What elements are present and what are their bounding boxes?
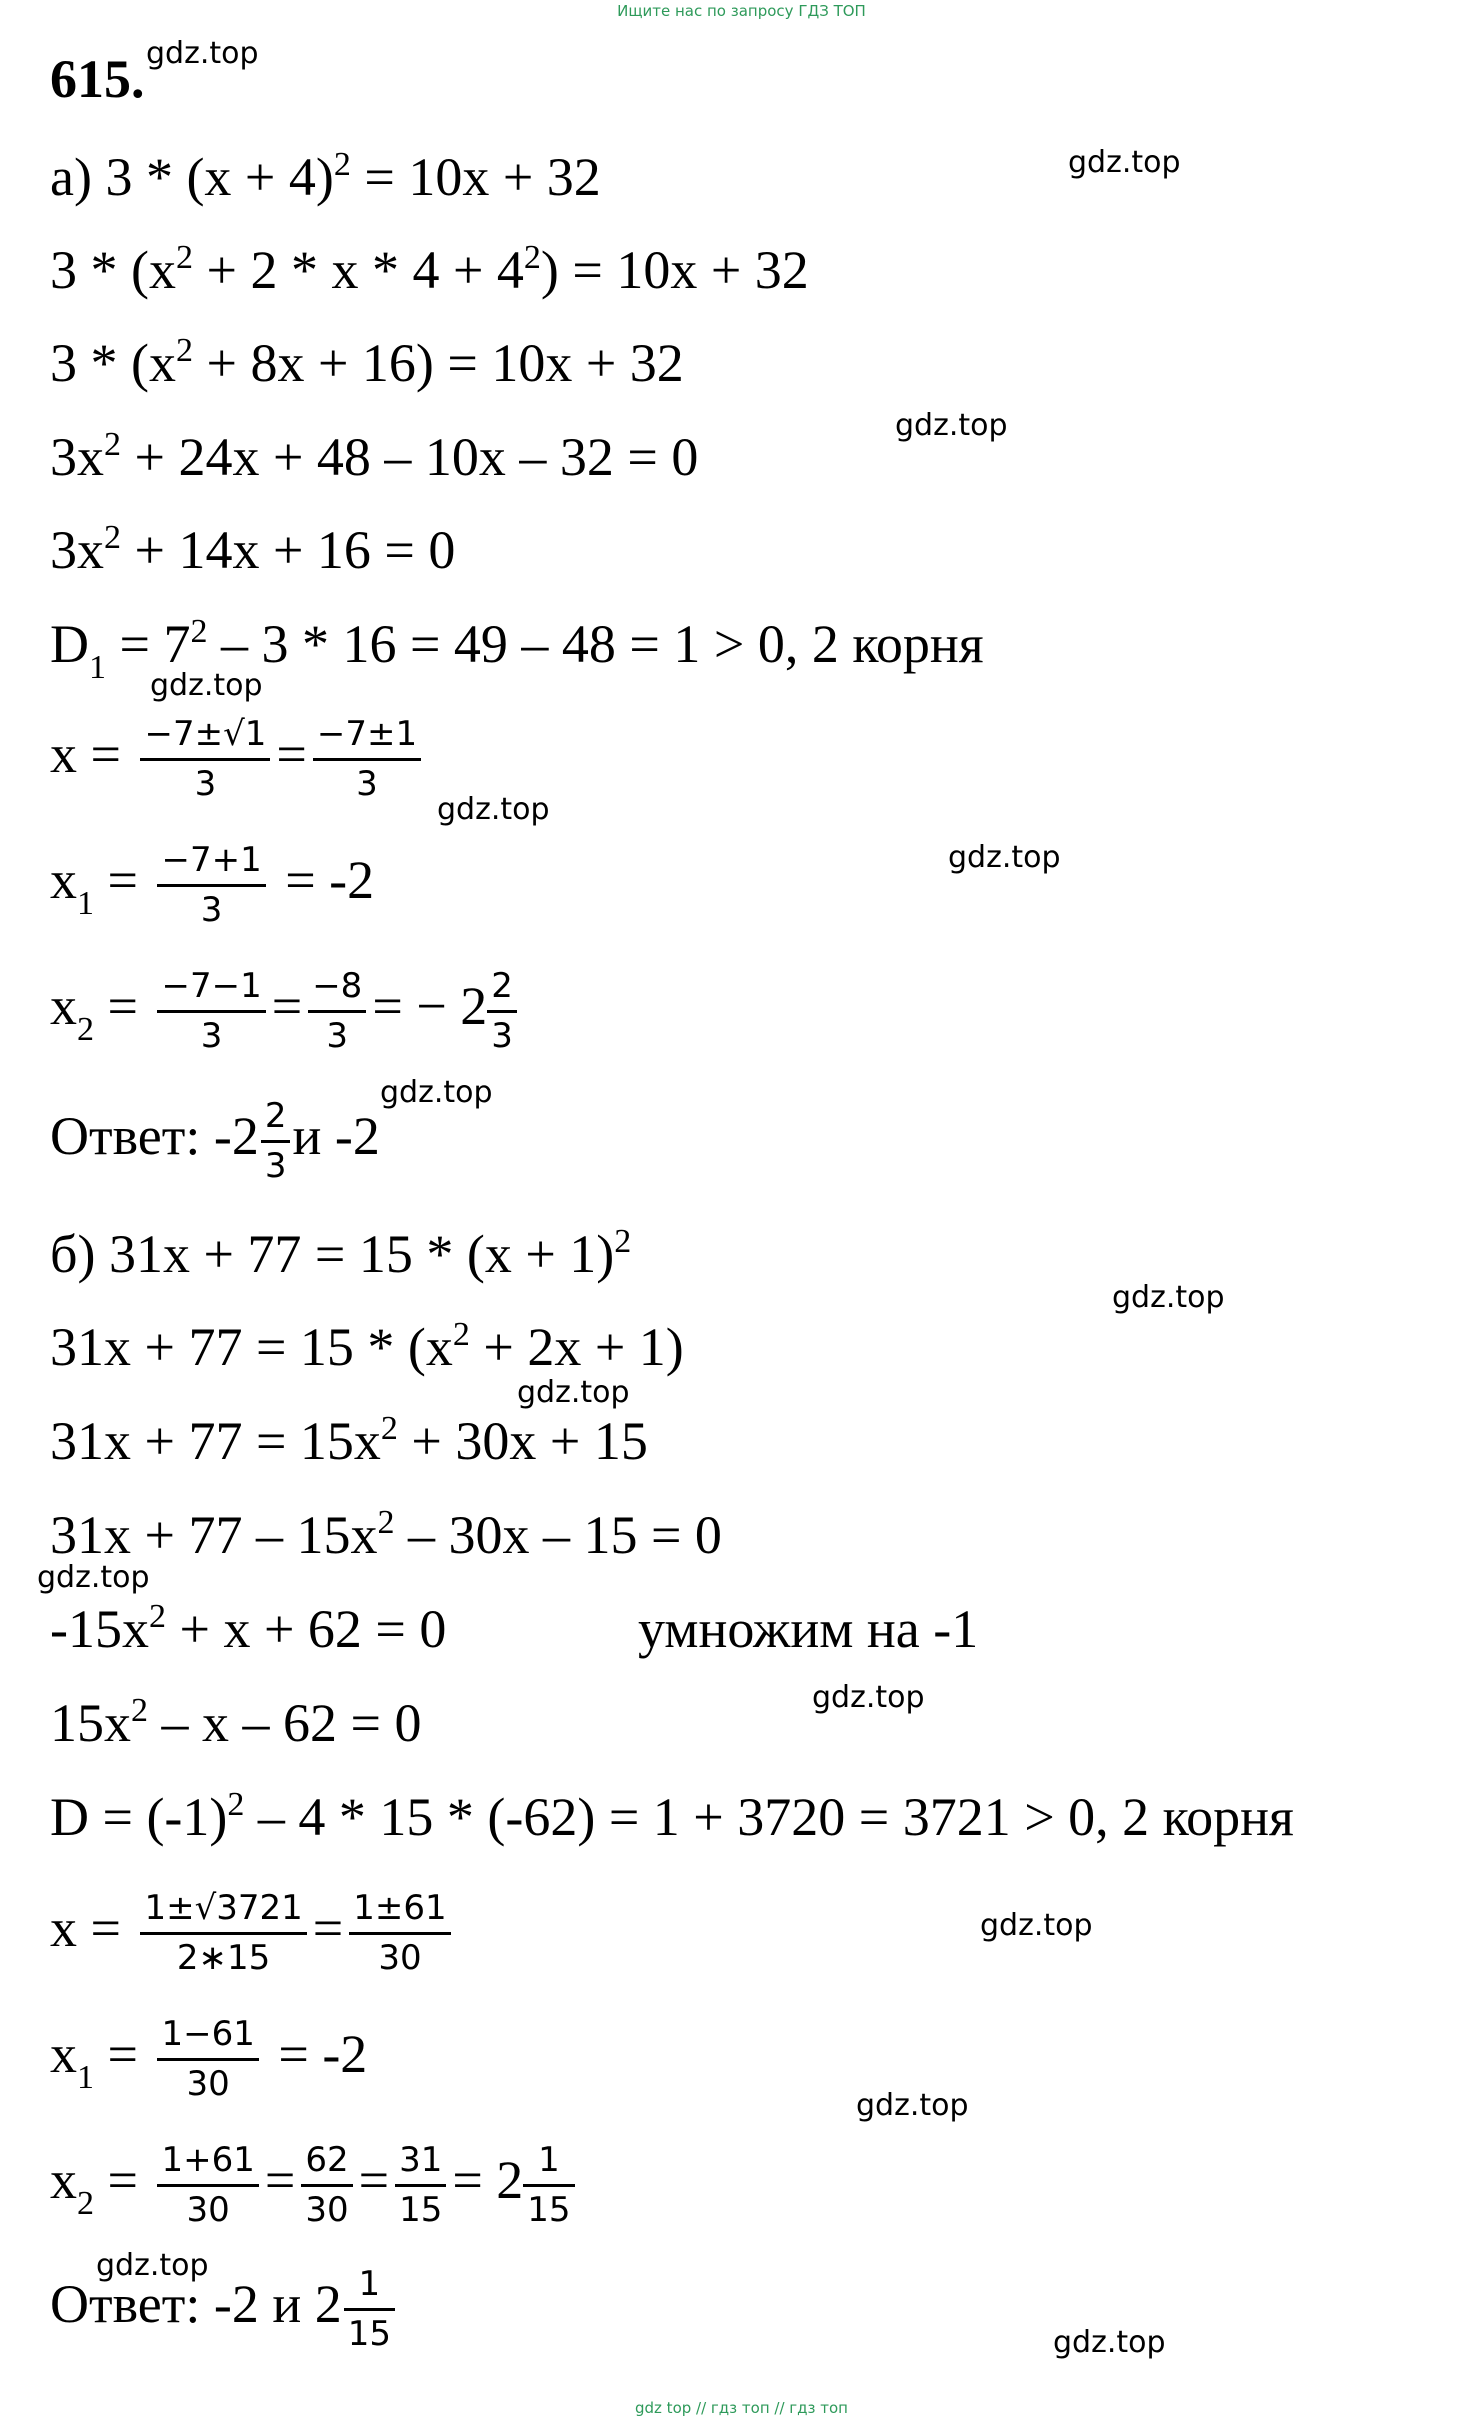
- watermark: gdz.top: [37, 1560, 150, 1595]
- a-root-2: $x_2$ = $\frac{-7-1}{3}$ = $\frac{-8}{3}$ = − 2 $\frac{2}{3}$: [50, 967, 523, 1056]
- fraction: $\frac{1\pm√3721}{2∗15}$: [140, 1889, 306, 1978]
- b-line-1: б) $31x + 77 = 15 * (x + 1)^2$: [50, 1223, 632, 1284]
- watermark: gdz.top: [1053, 2325, 1166, 2360]
- fraction: $\frac{-7+1}{3}$: [157, 841, 265, 930]
- fraction: $\frac{62}{30}$: [301, 2141, 352, 2230]
- a-discriminant: $D_1 = 7^2 - 3 * 16 = 49 - 48 = 1 > 0$, 2 корня: [50, 613, 984, 686]
- watermark: gdz.top: [980, 1908, 1093, 1943]
- b-answer: Ответ: -2 и 2 $\frac{1}{15}$: [50, 2265, 397, 2354]
- fraction: $\frac{-7\pm 1}{3}$: [313, 715, 421, 804]
- b-root-1: $x_1$ = $\frac{1-61}{30}$ = -2: [50, 2014, 368, 2105]
- fraction: $\frac{2}{3}$: [261, 1097, 291, 1186]
- b-roots-formula: x = $\frac{1\pm√3721}{2∗15}$ = $\frac{1\pm 61}{30}$: [50, 1889, 457, 1978]
- fraction: $\frac{-8}{3}$: [308, 967, 366, 1056]
- a-line-1: а) $3 * (x + 4)^2 = 10x + 32$: [50, 146, 601, 207]
- a-line-4: $3x^2 + 24x + 48 - 10x - 32 = 0$: [50, 426, 699, 487]
- b-line-3: $31x + 77 = 15x^2 + 30x + 15$: [50, 1410, 648, 1471]
- fraction: $\frac{1}{15}$: [523, 2141, 574, 2230]
- watermark: gdz.top: [948, 840, 1061, 875]
- watermark: gdz.top: [856, 2088, 969, 2123]
- bottom-banner: gdz top // гдз топ // гдз топ: [635, 2399, 848, 2417]
- b-line-2: $31x + 77 = 15 * (x^2 + 2x + 1)$: [50, 1316, 684, 1377]
- watermark: gdz.top: [437, 792, 550, 827]
- fraction: $\frac{31}{15}$: [395, 2141, 446, 2230]
- watermark: gdz.top: [812, 1680, 925, 1715]
- watermark: gdz.top: [895, 408, 1008, 443]
- b-line-4: $31x + 77 - 15x^2 - 30x - 15 = 0$: [50, 1504, 722, 1565]
- watermark: gdz.top: [146, 36, 259, 71]
- watermark: gdz.top: [517, 1375, 630, 1410]
- watermark: gdz.top: [96, 2248, 209, 2283]
- watermark: gdz.top: [1112, 1280, 1225, 1315]
- fraction: $\frac{2}{3}$: [487, 967, 517, 1056]
- watermark: gdz.top: [1068, 145, 1181, 180]
- a-line-2: $3 * (x^2 + 2 * x * 4 + 4^2) = 10x + 32$: [50, 239, 809, 300]
- b-line-5: $-15x^2 + x + 62 = 0$: [50, 1598, 447, 1659]
- b-line-6: $15x^2 - x - 62 = 0$: [50, 1692, 422, 1753]
- a-line-5: $3x^2 + 14x + 16 = 0$: [50, 519, 456, 580]
- fraction: $\frac{1}{15}$: [344, 2265, 395, 2354]
- a-answer: Ответ: -2 $\frac{2}{3}$ и -2: [50, 1096, 380, 1187]
- a-root-1: $x_1$ = $\frac{-7+1}{3}$ = -2: [50, 840, 375, 931]
- a-line-3: $3 * (x^2 + 8x + 16) = 10x + 32$: [50, 332, 684, 393]
- fraction: $\frac{1-61}{30}$: [157, 2015, 258, 2104]
- watermark: gdz.top: [380, 1075, 493, 1110]
- b-discriminant: $D = (-1)^2 - 4 * 15 * (-62) = 1 + 3720 = 3721 > 0$, 2 корня: [50, 1786, 1294, 1847]
- fraction: $\frac{-7\pm√1}{3}$: [140, 715, 270, 804]
- b-root-2: $x_2$ = $\frac{1+61}{30}$ = $\frac{62}{30}$ = $\frac{31}{15}$ = 2 $\frac{1}{15}$: [50, 2141, 581, 2230]
- b-multiply-note: умножим на -1: [638, 1599, 979, 1659]
- a-roots-formula: x = $\frac{-7\pm√1}{3}$ = $\frac{-7\pm 1}{3}$: [50, 715, 427, 804]
- top-banner: Ищите нас по запросу ГДЗ ТОП: [617, 2, 866, 20]
- fraction: $\frac{1+61}{30}$: [157, 2141, 258, 2230]
- problem-number: 615.: [50, 49, 145, 109]
- watermark: gdz.top: [150, 668, 263, 703]
- fraction: $\frac{-7-1}{3}$: [157, 967, 265, 1056]
- fraction: $\frac{1\pm 61}{30}$: [349, 1889, 450, 1978]
